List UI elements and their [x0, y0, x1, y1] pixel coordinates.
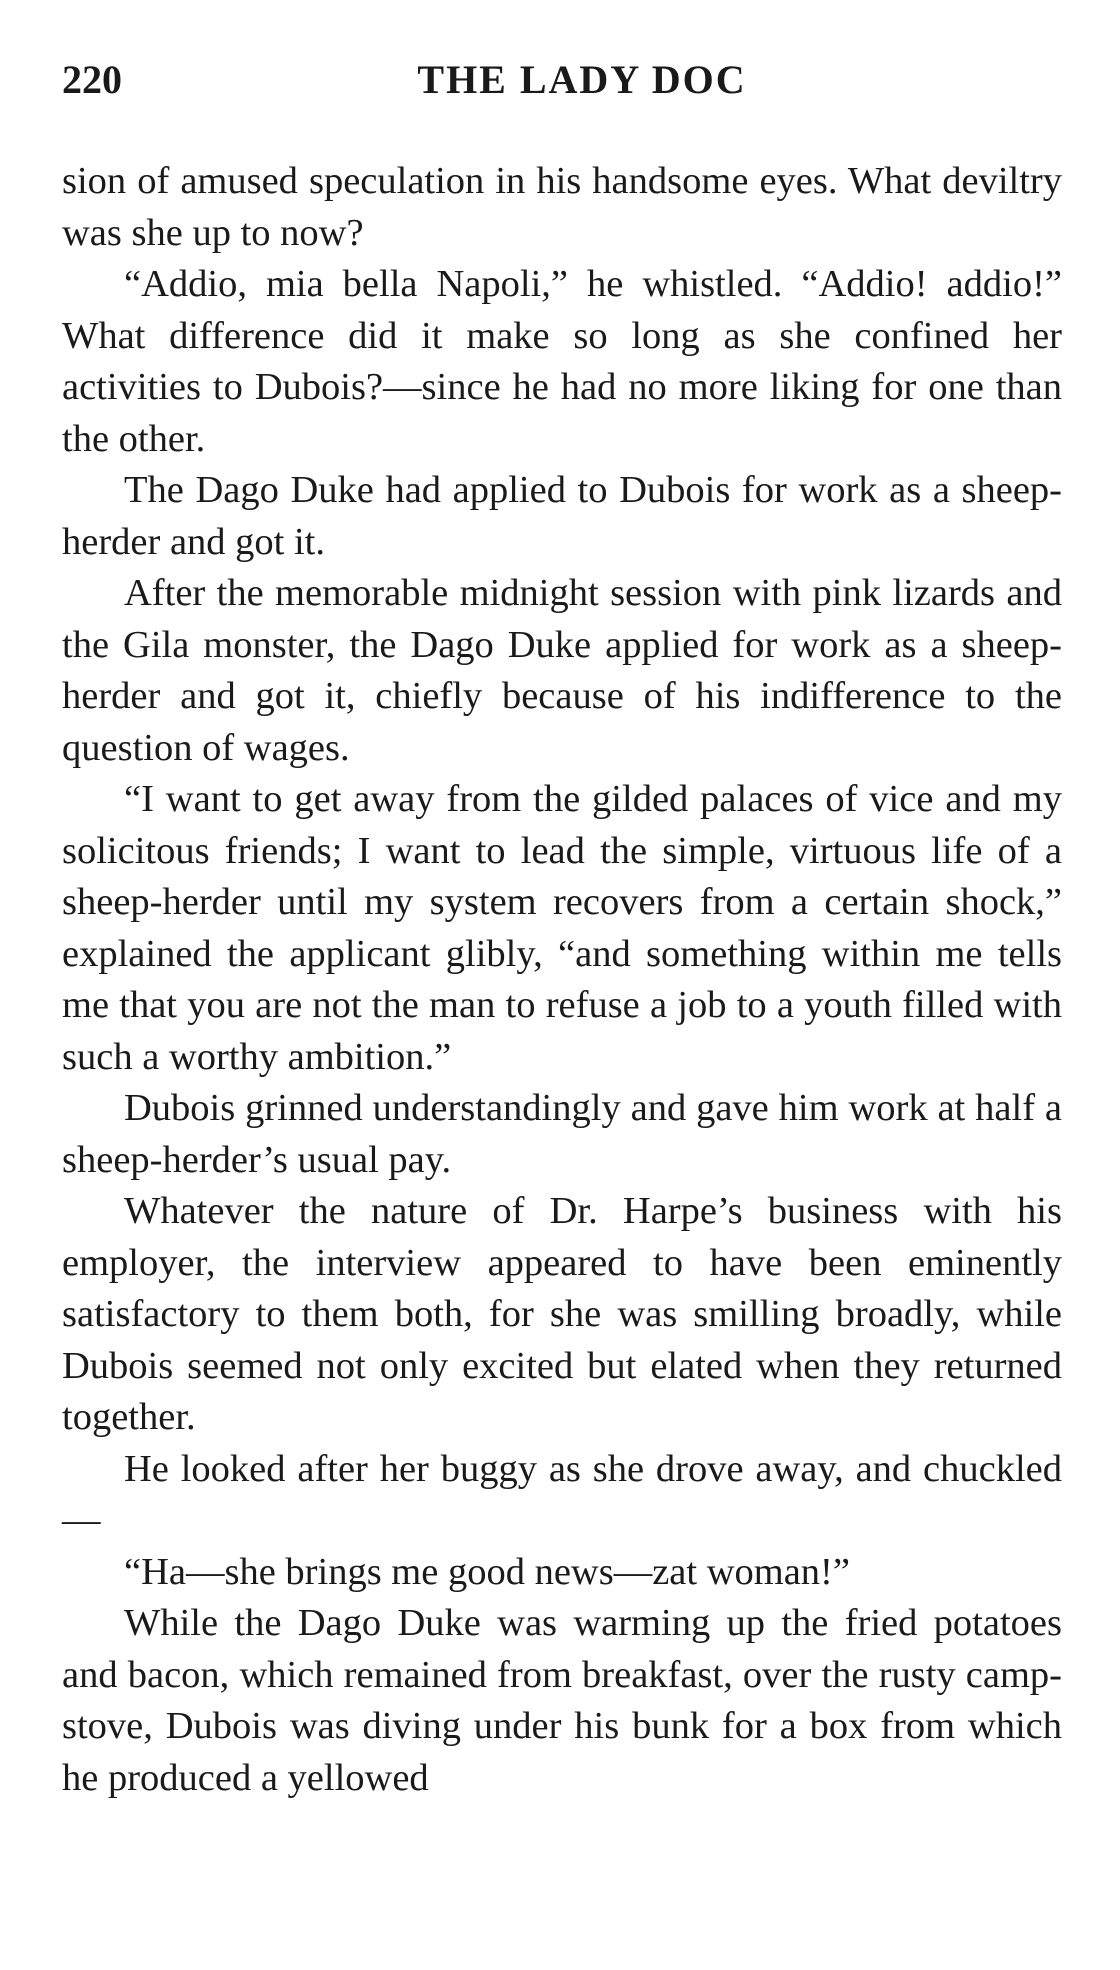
paragraph: Dubois grinned understandingly and gave him work at half a sheep-herder’s usual pay.: [62, 1087, 1062, 1181]
paragraph: Whatever the nature of Dr. Harpe’s business with his employer, the interview appeared to have been eminently satisfactory to them both, for she was smilling broadly, while Dubois seemed not only excited but elated when they returned together.: [62, 1190, 1062, 1438]
paragraph-dialogue: “Ha—she brings me good news—zat woman!”: [124, 1550, 850, 1593]
paragraph: After the memorable midnight session with pink lizards and the Gila monster, the Dago Duke applied for work as a sheep-herder and got it, chiefly because of his indifference to the question of wages.: [62, 572, 1062, 769]
body-text: [62, 156, 1062, 1804]
running-title: THE LADY DOC: [417, 57, 747, 102]
paragraph: The Dago Duke had applied to Dubois for work as a sheep-herder and got it.: [62, 469, 1062, 563]
paragraph: He looked after her buggy as she drove away, and chuckled—: [62, 1447, 1062, 1541]
running-head: [62, 48, 1062, 112]
book-page: [62, 48, 1062, 1804]
paragraph-continued: sion of amused speculation in his handsome eyes. What deviltry was she up to now?: [62, 160, 1062, 254]
paragraph: “I want to get away from the gilded palaces of vice and my solicitous friends; I want to lead the simple, virtuous life of a sheep-herder until my system recovers from a certain shock,” explained the applicant glibly, “and something within me tells me that you are not the man to refuse a job to a youth filled with such a worthy ambition.”: [62, 778, 1062, 1078]
paragraph: While the Dago Duke was warming up the fried potatoes and bacon, which remained from breakfast, over the rusty camp-stove, Dubois was diving under his bunk for a box from which he produced a yellowed: [62, 1602, 1062, 1799]
page-number: 220: [62, 57, 122, 102]
paragraph: “Addio, mia bella Napoli,” he whistled. “Addio! addio!” What difference did it make so long as she confined her activities to Dubois?—since he had no more liking for one than the other.: [62, 263, 1062, 460]
